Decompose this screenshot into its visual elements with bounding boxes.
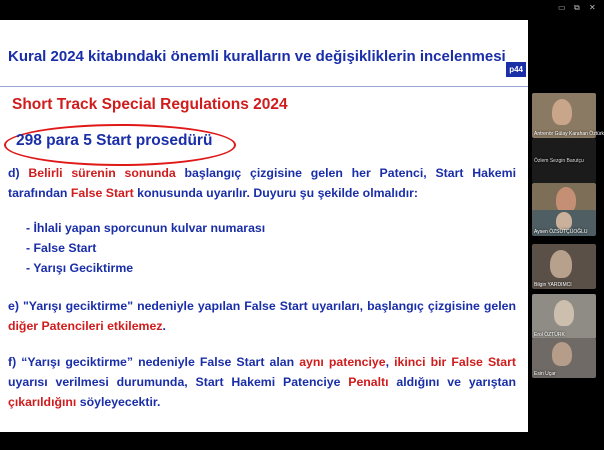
paragraph-d-text-1: başlangıç çizgisine gelen her Patenci, Start Hakemi tarafından <box>8 166 516 200</box>
paragraph-f-text-4: aldığını ve yarıştan <box>388 375 516 389</box>
paragraph-e <box>8 296 516 336</box>
paragraph-f-text-1: f) “Yarışı geciktirme” nedeniyle False Start alan <box>8 355 300 369</box>
participant-tile[interactable] <box>532 138 596 183</box>
minimize-icon[interactable]: ▭ <box>558 3 566 12</box>
paragraph-e-text-1: e) "Yarışı geciktirme" nedeniyle yapılan False Start uyarıları, başlangıç çizgisine gelen <box>8 299 516 313</box>
participant-panel <box>528 20 604 432</box>
violation-list <box>26 218 265 278</box>
paragraph-f-red-2: ikinci bir False Start <box>394 355 516 369</box>
participant-name: Bilgin YARDIMCI <box>534 282 572 288</box>
close-icon[interactable]: ✕ <box>589 3 596 12</box>
list-item: - İhlali yapan sporcunun kulvar numarası <box>26 221 266 235</box>
paragraph-d-text-2: konusunda uyarılır. Duyuru şu şekilde olmalıdır: <box>133 186 419 200</box>
participant-tile[interactable] <box>532 210 596 236</box>
participant-name: Esin Uçar <box>534 371 556 377</box>
paragraph-d-red-1: Belirli sürenin sonunda <box>28 166 176 180</box>
presentation-slide <box>0 20 528 432</box>
list-item: - Yarışı Geciktirme <box>26 261 134 275</box>
paragraph-f-red-4: çıkarıldığını <box>8 395 77 409</box>
paragraph-e-text-2: . <box>162 319 166 333</box>
paragraph-f-text-2: , <box>385 355 395 369</box>
participant-video <box>550 250 572 278</box>
participant-tile[interactable] <box>532 338 596 378</box>
participant-name: Aysen ÖZSÜTÇÜOĞLU <box>534 229 588 235</box>
paragraph-f-red-1: aynı patenciye <box>299 355 386 369</box>
participant-video <box>552 99 572 125</box>
paragraph-d-label: d) <box>8 166 20 180</box>
paragraph-d-red-2: False Start <box>70 186 134 200</box>
paragraph-e-red-1: diğer Patencileri etkilemez <box>8 319 163 333</box>
paragraph-f <box>8 352 516 412</box>
participant-tile[interactable] <box>532 93 604 138</box>
paragraph-f-text-3: uyarısı verilmesi durumunda, Start Hakemi Patenciye <box>8 375 349 389</box>
slide-subtitle: Short Track Special Regulations 2024 <box>12 96 288 113</box>
paragraph-f-red-3: Penaltı <box>348 375 389 389</box>
participant-name: Erol ÖZTÜRK <box>534 332 565 338</box>
top-bar <box>0 0 600 20</box>
participant-video <box>556 212 572 230</box>
participant-name: Antrenör Gülay Karahan Öztürk <box>534 131 604 137</box>
page-badge: p44 <box>506 62 526 77</box>
paragraph-f-text-5: söyleyecektir. <box>76 395 161 409</box>
slide-title: Kural 2024 kitabındaki önemli kuralların ve değişikliklerin incelenmesi <box>8 48 506 65</box>
participant-tile[interactable] <box>532 294 596 339</box>
participant-tile[interactable] <box>532 244 596 289</box>
list-item: - False Start <box>26 241 97 255</box>
restore-icon[interactable]: ⧉ <box>574 3 580 12</box>
title-divider <box>0 86 528 87</box>
paragraph-d <box>8 163 516 203</box>
participant-video <box>554 300 574 326</box>
participant-name: Özlem Sezgin Barutçu <box>534 158 584 164</box>
section-heading: 298 para 5 Start prosedürü <box>16 132 213 149</box>
participant-video <box>552 342 572 366</box>
